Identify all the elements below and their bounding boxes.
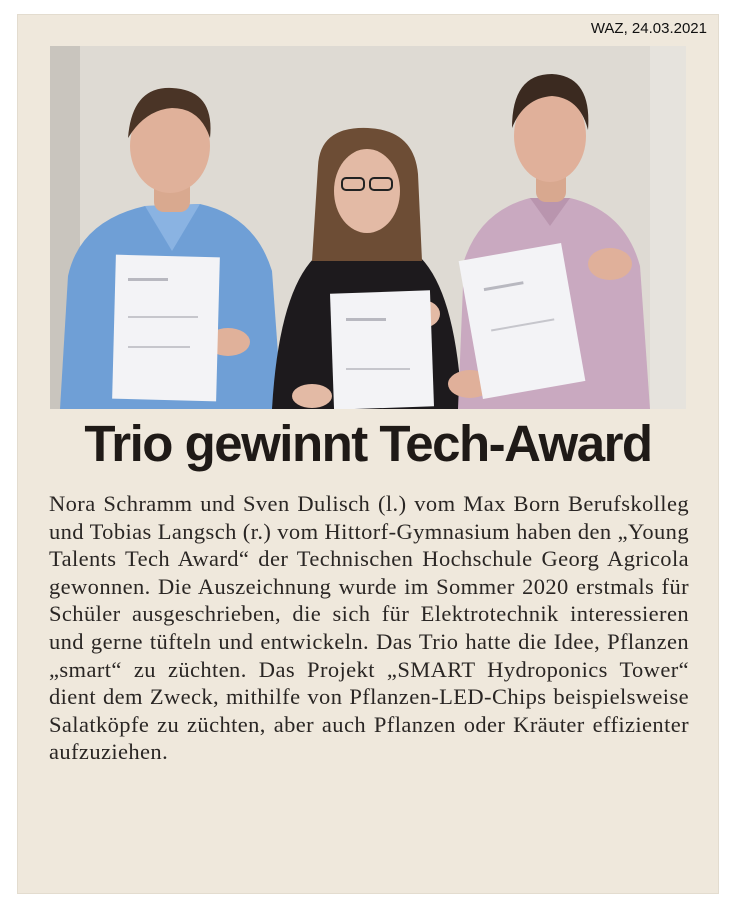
certificate-center bbox=[330, 290, 434, 409]
photo-illustration bbox=[50, 46, 686, 409]
newspaper-clipping bbox=[17, 14, 719, 894]
article-photo bbox=[50, 46, 686, 409]
source-date: WAZ, 24.03.2021 bbox=[590, 20, 707, 37]
article-body: Nora Schramm und Sven Dulisch (l.) vom Max Born Berufskolleg und Tobias Langsch (r.) vom Hittorf-Gymnasium haben den „Young Talents Tech Award“ der Technischen Hochschule Georg Agricola gewonnen. Die Auszeichnung wurde im Sommer 2020 erstmals für Schüler ausgeschrieben, die sich für Elektrotechnik interessieren und gerne tüfteln und entwickeln. Das Trio hatte die Idee, Pflanzen „smart“ zu züchten. Das Projekt „SMART Hydroponics Tower“ dient dem Zweck, mithilfe von Pflanzen-LED-Chips beispielsweise Salatköpfe zu züchten, aber auch Pflanzen oder Kräuter effizienter aufzuziehen. bbox=[49, 491, 689, 765]
certificate-left bbox=[112, 255, 220, 402]
headline: Trio gewinnt Tech-Award bbox=[84, 415, 652, 472]
